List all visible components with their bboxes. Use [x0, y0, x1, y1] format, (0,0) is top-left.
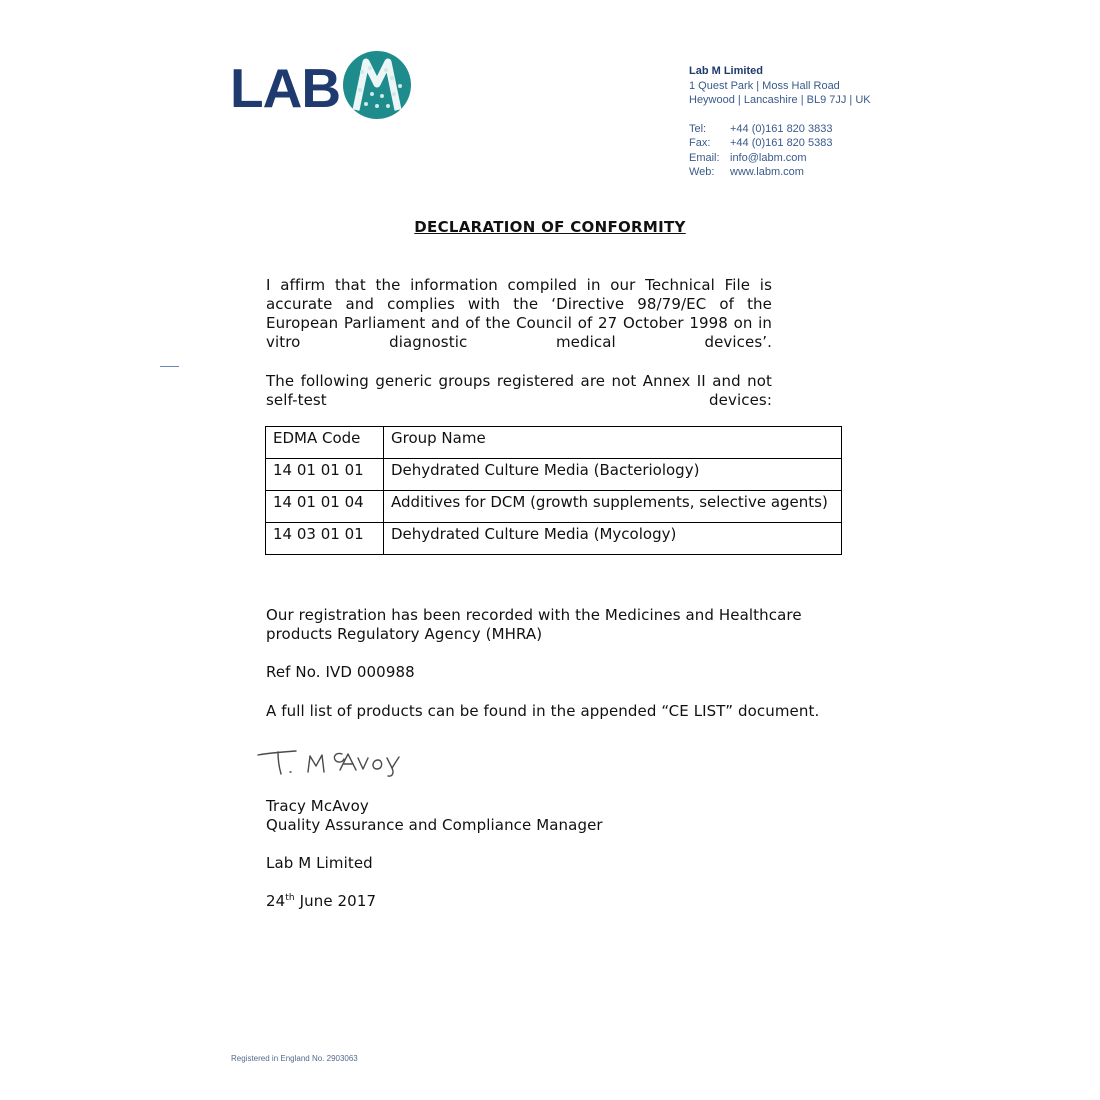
affirmation-paragraph: I affirm that the information compiled in our Technical File is accurate and complies with the ‘Directive 98/79/EC of the European Parliament and of the Council of 27 October 1998 on in vitro diagnostic medical devices’.: [266, 276, 772, 351]
groups-intro-paragraph: The following generic groups registered are not Annex II and not self-test devices:: [266, 372, 772, 409]
date-day: 24: [266, 892, 286, 910]
contact-email: [689, 151, 807, 166]
contact-label: Tel:: [689, 123, 707, 135]
date-rest: June 2017: [294, 892, 377, 910]
group-name-cell: Dehydrated Culture Media (Mycology): [384, 523, 842, 555]
edma-code-cell: 14 01 01 04: [266, 491, 384, 523]
ce-list-note: A full list of products can be found in the appended “CE LIST” document.: [266, 702, 820, 720]
group-name-cell: Additives for DCM (growth supplements, selective agents): [384, 491, 842, 523]
footer-registration: Registered in England No. 2903063: [231, 1054, 358, 1063]
reference-number: Ref No. IVD 000988: [266, 663, 415, 681]
contact-value: +44 (0)161 820 3833: [730, 123, 833, 135]
table-row: [266, 523, 842, 555]
document-date: [266, 892, 376, 911]
contact-fax: [689, 136, 832, 151]
contact-value: +44 (0)161 820 5383: [730, 137, 833, 149]
contact-label: Fax:: [689, 137, 711, 149]
contact-web: [689, 165, 804, 180]
contact-value: info@labm.com: [730, 152, 807, 164]
edma-groups-table: [265, 426, 842, 555]
registration-paragraph: Our registration has been recorded with the Medicines and Healthcare products Regulatory Agency (MHRA): [266, 606, 802, 643]
address-line-2: Heywood | Lancashire | BL9 7JJ | UK: [689, 94, 871, 106]
document-title: DECLARATION OF CONFORMITY: [414, 218, 686, 236]
company-name: Lab M Limited: [689, 65, 763, 77]
logo-mark-letter: M: [376, 94, 378, 95]
contact-value: www.labm.com: [730, 166, 804, 178]
contact-label: Email:: [689, 152, 720, 164]
address-line-1: 1 Quest Park | Moss Hall Road: [689, 80, 840, 92]
margin-mark: [160, 366, 179, 367]
table-row: [266, 491, 842, 523]
edma-code-cell: 14 01 01 01: [266, 459, 384, 491]
table-header-row: [266, 427, 842, 459]
contact-label: Web:: [689, 166, 715, 178]
contact-tel: [689, 122, 832, 137]
logo-text: LAB: [230, 57, 341, 119]
signer-title: Quality Assurance and Compliance Manager: [266, 816, 603, 834]
table-row: [266, 459, 842, 491]
table-header-cell: Group Name: [384, 427, 842, 459]
logo-m-mark-icon: [342, 50, 412, 120]
signer-name: Tracy McAvoy: [266, 797, 369, 815]
company-name-closing: Lab M Limited: [266, 854, 373, 872]
date-suffix: th: [285, 893, 295, 903]
group-name-cell: Dehydrated Culture Media (Bacteriology): [384, 459, 842, 491]
table-header-cell: EDMA Code: [266, 427, 384, 459]
company-logo: [230, 50, 412, 120]
edma-code-cell: 14 03 01 01: [266, 523, 384, 555]
handwritten-signature: [256, 742, 422, 778]
